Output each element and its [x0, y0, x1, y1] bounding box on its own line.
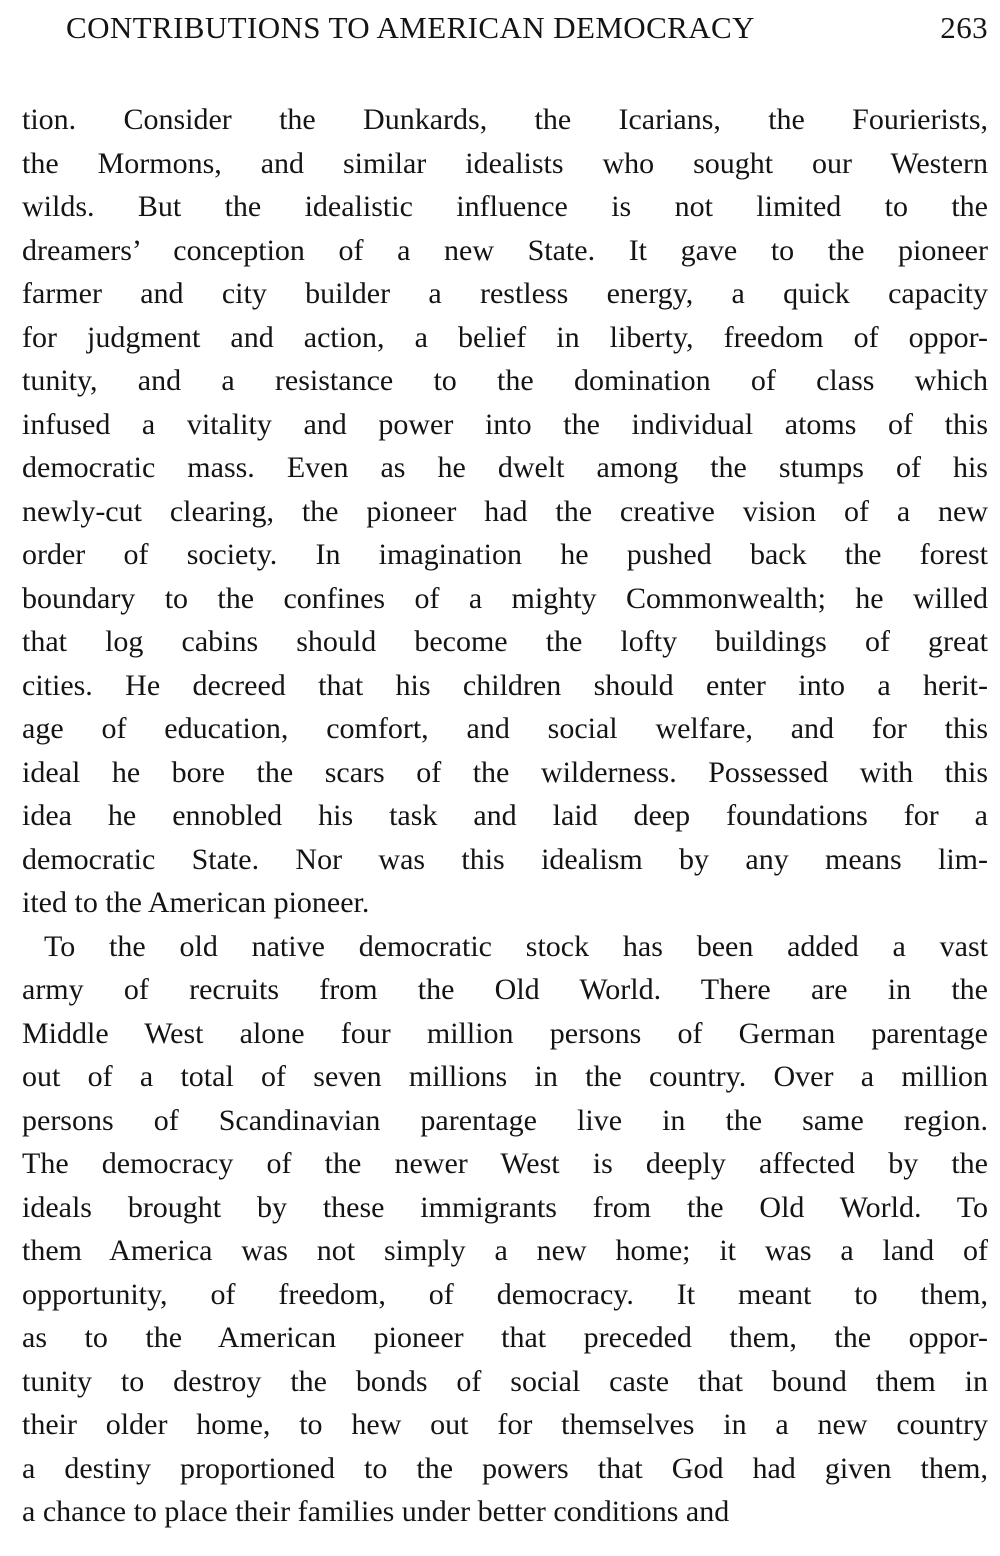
text-line: farmer and city builder a restless energy, a quick capacity [22, 277, 988, 310]
text-line: democratic State. Nor was this idealism by any means lim- [22, 842, 988, 876]
text-line: ited to the American pioneer. [22, 886, 370, 919]
text-line: persons of Scandinavian parentage live in the same region. [22, 1103, 988, 1137]
page-number: 263 [940, 10, 988, 45]
text-line: cities. He decreed that his children should enter into a herit- [22, 668, 988, 702]
text-line: the Mormons, and similar idealists who sought our Western [22, 146, 988, 180]
running-head [22, 10, 988, 60]
text-line: out of a total of seven millions in the country. Over a million [22, 1060, 988, 1093]
body-text [22, 98, 988, 1534]
text-line: idea he ennobled his task and laid deep foundations for a [22, 799, 988, 832]
text-line: tion. Consider the Dunkards, the Icarians, the Fourierists, [22, 103, 988, 136]
text-line: their older home, to hew out for themselves in a new country [22, 1408, 988, 1441]
text-line: order of society. In imagination he pushed back the forest [22, 538, 988, 571]
text-line: wilds. But the idealistic influence is not limited to the [22, 190, 988, 223]
text-line: that log cabins should become the lofty buildings of great [22, 625, 988, 658]
text-line: as to the American pioneer that preceded them, the oppor- [22, 1321, 988, 1354]
running-head-title: CONTRIBUTIONS TO AMERICAN DEMOCRACY [66, 10, 755, 45]
text-line: democratic mass. Even as he dwelt among the stumps of his [22, 451, 988, 484]
text-line: tunity to destroy the bonds of social caste that bound them in [22, 1364, 988, 1398]
text-line: them America was not simply a new home; it was a land of [22, 1234, 988, 1267]
text-line: ideals brought by these immigrants from the Old World. To [22, 1190, 988, 1224]
text-line: boundary to the confines of a mighty Commonwealth; he willed [22, 581, 988, 615]
paragraph-2 [22, 925, 988, 1534]
text-line: The democracy of the newer West is deeply affected by the [22, 1147, 988, 1180]
text-line: for judgment and action, a belief in liberty, freedom of oppor- [22, 320, 988, 354]
text-line: a chance to place their families under better conditions and [22, 1495, 730, 1528]
paragraph-1 [22, 98, 988, 925]
text-line: newly-cut clearing, the pioneer had the creative vision of a new [22, 494, 988, 528]
text-line: a destiny proportioned to the powers that God had given them, [22, 1451, 988, 1485]
text-line: tunity, and a resistance to the domination of class which [22, 364, 988, 397]
text-line: To the old native democratic stock has been added a vast [44, 929, 988, 963]
text-line: age of education, comfort, and social welfare, and for this [22, 712, 988, 745]
text-line: ideal he bore the scars of the wilderness. Possessed with this [22, 755, 988, 789]
text-line: army of recruits from the Old World. There are in the [22, 973, 988, 1006]
book-page [22, 0, 988, 1556]
text-line: dreamers’ conception of a new State. It gave to the pioneer [22, 233, 988, 267]
text-line: opportunity, of freedom, of democracy. It meant to them, [22, 1277, 988, 1311]
text-line: Middle West alone four million persons of German parentage [22, 1016, 988, 1050]
text-line: infused a vitality and power into the individual atoms of this [22, 407, 988, 441]
